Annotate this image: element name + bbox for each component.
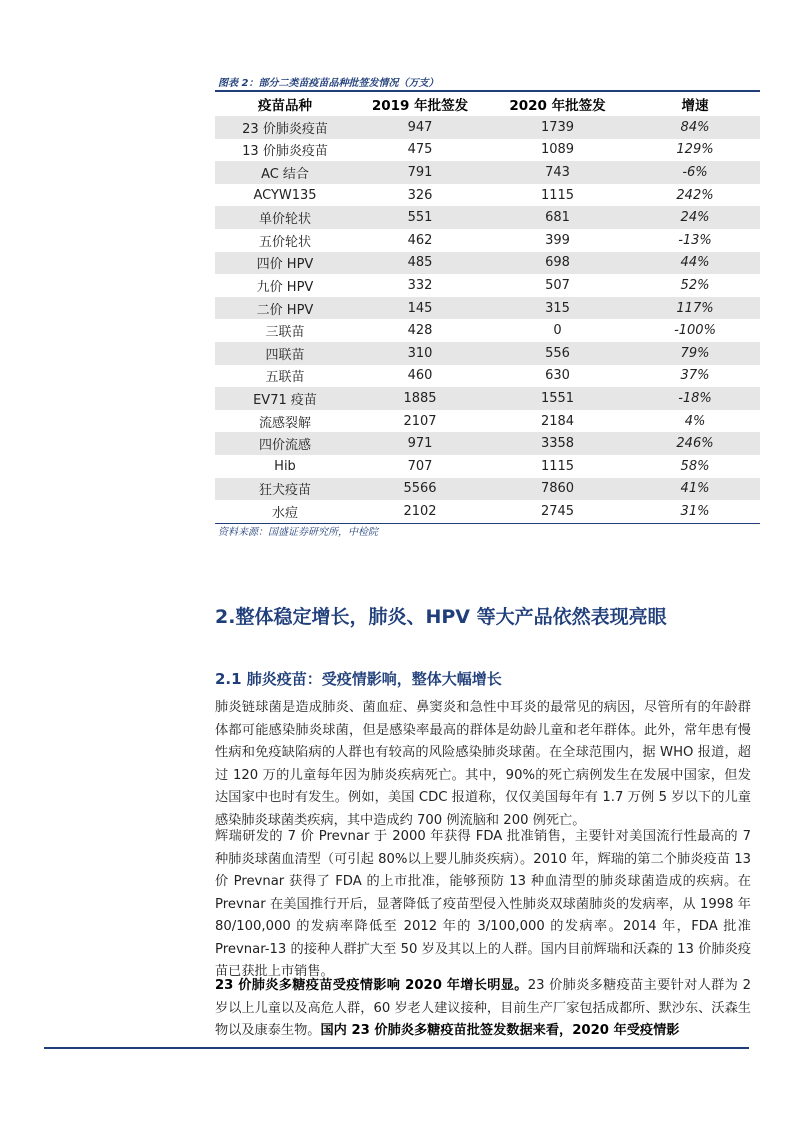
- table-row: [215, 365, 760, 388]
- vaccine-table: [215, 90, 760, 524]
- cell-2019: 551: [407, 210, 433, 226]
- cell-2019: 791: [407, 164, 433, 180]
- table-row: [215, 478, 760, 501]
- cell-2019: 332: [407, 277, 433, 293]
- cell-2019: 485: [407, 255, 433, 271]
- cell-2020: 1739: [540, 119, 575, 135]
- cell-2020: 556: [545, 345, 570, 361]
- cell-2020: 0: [553, 323, 562, 339]
- table-row: [215, 274, 760, 297]
- cell-2020: 7860: [540, 481, 575, 497]
- cell-growth: 129%: [676, 142, 714, 158]
- cell-vaccine: 四联苗: [265, 347, 305, 363]
- table-row: [215, 229, 760, 252]
- cell-2019: 145: [407, 300, 433, 316]
- cell-growth: 117%: [676, 300, 714, 316]
- cell-vaccine: 五联苗: [265, 370, 305, 386]
- cell-growth: 31%: [680, 503, 710, 519]
- header-2019: 2019 年批签发: [371, 98, 469, 114]
- cell-2020: 1089: [540, 142, 575, 158]
- cell-growth: -18%: [678, 390, 712, 406]
- header-vaccine: 疫苗品种: [258, 98, 312, 114]
- cell-growth: 58%: [680, 458, 710, 474]
- paragraph-3: [215, 975, 751, 1043]
- table-row: [215, 184, 760, 207]
- cell-2019: 707: [407, 458, 433, 474]
- paragraph-3-bold-lead: 23 价肺炎多糖疫苗受疫情影响 2020 年增长明显。: [215, 978, 528, 993]
- cell-growth: 84%: [680, 119, 710, 135]
- cell-growth: 52%: [680, 277, 710, 293]
- cell-2019: 2102: [403, 503, 437, 519]
- cell-vaccine: 四价 HPV: [256, 257, 314, 273]
- cell-vaccine: 13 价肺炎疫苗: [242, 144, 328, 160]
- paragraph-3-text: 23 价肺炎多糖疫苗主要针对人群为 2 岁以上儿童以及高危人群，60 岁老人建议接种，目前生产厂家包括成都所、默沙东、沃森生物以及康泰生物。: [215, 978, 751, 1038]
- cell-vaccine: EV71 疫苗: [253, 392, 317, 408]
- cell-2019: 310: [407, 345, 433, 361]
- cell-2020: 3358: [540, 436, 575, 452]
- table-row: [215, 139, 760, 162]
- paragraph-3-bold-tail: 国内 23 价肺炎多糖疫苗批签发数据来看，2020 年受疫情影: [320, 1023, 680, 1038]
- cell-2020: 1115: [540, 458, 575, 474]
- cell-growth: 41%: [680, 481, 710, 497]
- cell-growth: 4%: [684, 413, 706, 429]
- cell-growth: -6%: [682, 164, 708, 180]
- cell-2019: 1885: [403, 390, 437, 406]
- cell-growth: 246%: [676, 436, 714, 452]
- table-row: [215, 432, 760, 455]
- cell-2020: 698: [545, 255, 570, 271]
- cell-2019: 475: [407, 142, 433, 158]
- cell-2020: 2184: [540, 413, 575, 429]
- table-row: [215, 297, 760, 320]
- cell-growth: 44%: [680, 255, 710, 271]
- cell-2020: 315: [545, 300, 570, 316]
- table-row: [215, 500, 760, 523]
- cell-2020: 1551: [540, 390, 575, 406]
- cell-2020: 399: [545, 232, 570, 248]
- cell-2019: 460: [407, 368, 433, 384]
- table-source: 资料来源：国盛证券研究所，中检院: [218, 527, 378, 538]
- cell-vaccine: 狂犬疫苗: [258, 483, 311, 499]
- cell-2019: 428: [407, 323, 433, 339]
- cell-2019: 947: [407, 119, 433, 135]
- cell-growth: 242%: [676, 187, 714, 203]
- cell-vaccine: 五价轮状: [258, 234, 311, 250]
- cell-growth: 37%: [680, 368, 710, 384]
- cell-vaccine: 四价流感: [258, 438, 311, 454]
- cell-2019: 462: [407, 232, 433, 248]
- cell-2019: 2107: [403, 413, 437, 429]
- header-growth: 增速: [681, 98, 709, 114]
- cell-vaccine: 九价 HPV: [256, 279, 314, 295]
- cell-vaccine: 单价轮状: [258, 212, 311, 228]
- cell-vaccine: 流感裂解: [258, 415, 311, 431]
- table-row: [215, 206, 760, 229]
- table-body: [215, 116, 760, 523]
- cell-2020: 743: [545, 164, 570, 180]
- cell-2019: 5566: [403, 481, 437, 497]
- cell-vaccine: AC 结合: [261, 166, 309, 182]
- cell-vaccine: 三联苗: [265, 325, 305, 341]
- cell-vaccine: 二价 HPV: [256, 302, 314, 318]
- table-caption: 图表 2：部分二类苗疫苗品种批签发情况（万支）: [218, 78, 439, 89]
- header-2020: 2020 年批签发: [509, 98, 606, 114]
- table-row: [215, 387, 760, 410]
- paragraph-2: 辉瑞研发的 7 价 Prevnar 于 2000 年获得 FDA 批准销售，主要针对美国流行性最高的 7 种肺炎球菌血清型（可引起 80%以上婴儿肺炎疾病）。2010 年，辉瑞的第二个肺炎疫苗 13 价 Prevnar 获得了 FDA 的上市批准，能够预防 13 种血清型的肺炎球菌造成的疾病。在 Prevnar 在美国推行开后，显著降低了疫苗型侵入性肺炎双球菌肺炎的发病率，从 1998 年 80/100,000 的发病率降低至 2012 年的 3/100,000 的发病率。2014 年，FDA 批准 Prevnar-13 的接种人群扩大至 50 岁及其以上的人群。国内目前辉瑞和沃森的 13 价肺炎疫苗已获批上市销售。: [215, 829, 751, 979]
- subsection-heading: 2.1 肺炎疫苗：受疫情影响，整体大幅增长: [215, 670, 502, 688]
- cell-growth: 24%: [680, 210, 710, 226]
- table-row: [215, 319, 760, 342]
- paragraph-1: 肺炎链球菌是造成肺炎、菌血症、鼻窦炎和急性中耳炎的最常见的病因，尽管所有的年龄群体都可能感染肺炎球菌，但是感染率最高的群体是幼龄儿童和老年群体。此外，常年患有慢性病和免疫缺陷病的人群也有较高的风险感染肺炎球菌。在全球范围内，据 WHO 报道，超过 120 万的儿童每年因为肺炎疾病死亡。其中，90%的死亡病例发生在发展中国家，但发达国家中也时有发生。例如，美国 CDC 报道称，仅仅美国每年有 1.7 万例 5 岁以下的儿童感染肺炎球菌类疾病，其中造成约 700 例流脑和 200 例死亡。: [215, 700, 751, 828]
- cell-growth: 79%: [680, 345, 710, 361]
- cell-vaccine: Hib: [274, 458, 296, 474]
- cell-vaccine: 水痘: [271, 505, 298, 521]
- table-row: [215, 410, 760, 433]
- table-row: [215, 252, 760, 275]
- cell-2020: 630: [545, 368, 570, 384]
- table-row: [215, 342, 760, 365]
- cell-2019: 971: [407, 436, 433, 452]
- cell-growth: -100%: [674, 323, 716, 339]
- cell-growth: -13%: [678, 232, 712, 248]
- section-heading: 2.整体稳定增长，肺炎、HPV 等大产品依然表现亮眼: [215, 606, 667, 628]
- cell-2020: 1115: [540, 187, 575, 203]
- table-header: [215, 92, 760, 116]
- cell-2019: 326: [407, 187, 433, 203]
- table-row: [215, 116, 760, 139]
- cell-vaccine: ACYW135: [253, 187, 317, 203]
- cell-vaccine: 23 价肺炎疫苗: [242, 121, 328, 137]
- table-row: [215, 161, 760, 184]
- cell-2020: 681: [545, 210, 570, 226]
- cell-2020: 507: [545, 277, 570, 293]
- cell-2020: 2745: [540, 503, 575, 519]
- table-row: [215, 455, 760, 478]
- footer-rule: [44, 1047, 749, 1049]
